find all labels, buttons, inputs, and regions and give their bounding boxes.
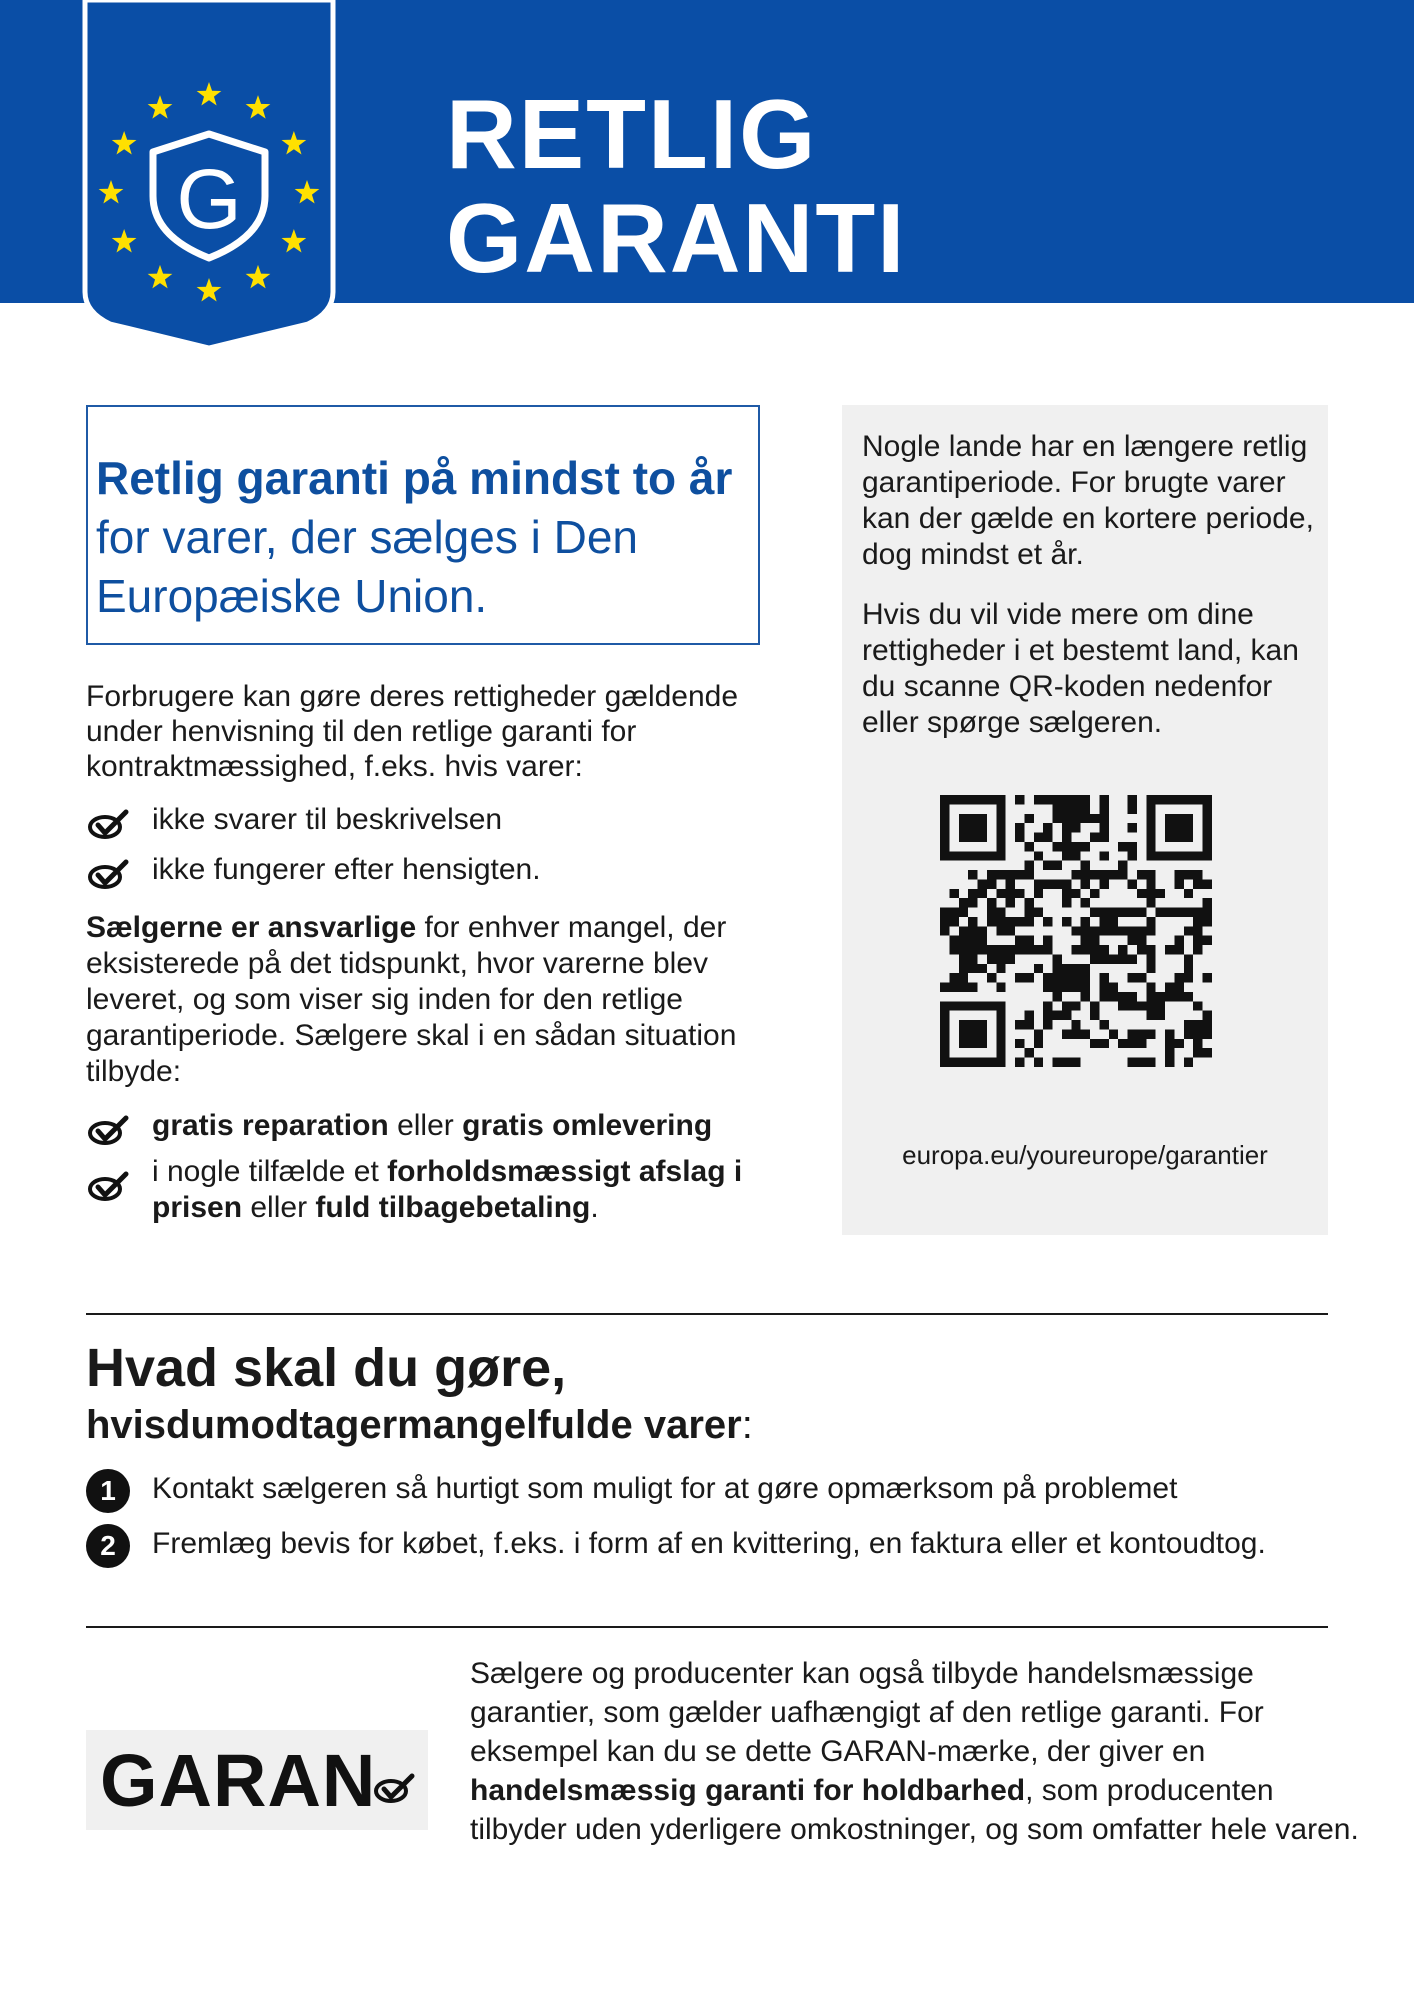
sidebar-text-1: Nogle lande har en længere retlig garantiperiode. For brugte varer kan der gælde en kortere periode, dog mindst et år. xyxy=(862,430,1314,571)
shield-letter: G xyxy=(176,152,242,246)
para2-rest: for enhver mangel, der eksisterede på det tidspunkt, hvor varerne blev leveret, og som viser sig inden for den retlige garantiperiode. Sælgere skal i en sådan situation tilbyde: xyxy=(86,911,737,1088)
title-line-2: GARANTI xyxy=(446,183,907,293)
divider xyxy=(86,1626,1328,1628)
list-item-text: ikke fungerer efter hensigten. xyxy=(152,853,541,886)
list-item xyxy=(86,1108,806,1154)
list-item-text: ikke svarer til beskrivelsen xyxy=(152,803,503,836)
remedy-2-text-c: . xyxy=(590,1191,599,1224)
remedy-2-text-b: eller xyxy=(242,1191,316,1224)
remedy-1-bold-b: gratis omlevering xyxy=(462,1109,713,1142)
highlight-bold: Retlig garanti på mindst to år xyxy=(96,452,733,504)
list-item xyxy=(86,802,806,852)
remedy-2-bold-a: forholdsmæssigt afslag i prisen xyxy=(152,1155,743,1224)
garan-para-end: , som producenten tilbyder uden yderligere omkostninger, og som omfatter hele varen. xyxy=(470,1774,1359,1846)
garan-para-start: Sælgere og producenter kan også tilbyde handelsmæssige garantier, som gælder uafhængigt af den retlige garanti. For eksempel kan du se dette GARAN-mærke, der giver en xyxy=(470,1657,1264,1768)
remedy-1-text: eller xyxy=(388,1109,463,1142)
list-item xyxy=(86,852,806,902)
subheading-bold: hvisdumodtagermangelfulde varer xyxy=(86,1403,742,1447)
defect-checklist xyxy=(86,802,806,902)
step-text: Kontakt sælgeren så hurtigt som muligt for at gøre opmærksom på problemet xyxy=(152,1472,1178,1505)
highlight-text xyxy=(96,449,750,626)
intro-paragraph: Forbrugere kan gøre deres rettigheder gældende under henvisning til den retlige garanti for kontraktmæssighed, f.eks. hvis varer: xyxy=(86,680,739,783)
garan-label: GARAN xyxy=(100,1739,377,1822)
seller-responsibility-paragraph xyxy=(86,910,806,1090)
list-item xyxy=(86,1154,806,1226)
step-item xyxy=(86,1520,1406,1575)
remedy-1-bold-a: gratis reparation xyxy=(152,1109,389,1142)
title-line-1: RETLIG xyxy=(446,79,818,189)
section-heading: Hvad skal du gøre, xyxy=(86,1338,567,1398)
check-icon xyxy=(86,858,130,892)
eu-guarantee-shield-logo xyxy=(82,0,336,352)
section-subheading xyxy=(86,1400,753,1450)
qr-code[interactable] xyxy=(940,795,1212,1067)
remedy-2-text-a: i nogle tilfælde et xyxy=(152,1155,388,1188)
divider xyxy=(86,1313,1328,1315)
highlight-rest: for varer, der sælges i Den Europæiske Union. xyxy=(96,511,639,622)
steps-list xyxy=(86,1465,1406,1575)
info-url[interactable]: europa.eu/youreurope/garantier xyxy=(902,1140,1268,1170)
remedy-2-bold-b: fuld tilbagebetaling xyxy=(315,1191,591,1224)
para2-bold: Sælgerne er ansvarlige xyxy=(86,911,417,944)
step-number-badge: 1 xyxy=(86,1469,130,1513)
remedy-checklist xyxy=(86,1108,806,1226)
step-text: Fremlæg bevis for købet, f.eks. i form af en kvittering, en faktura eller et kontoudtog. xyxy=(152,1527,1266,1560)
garan-label-box xyxy=(86,1730,428,1830)
garan-para-bold: handelsmæssig garanti for holdbarhed xyxy=(470,1774,1026,1807)
check-icon xyxy=(372,1772,416,1806)
check-icon xyxy=(86,1170,130,1204)
commercial-guarantee-paragraph xyxy=(470,1654,1370,1849)
sidebar-text-2: Hvis du vil vide mere om dine rettigheder i et bestemt land, kan du scanne QR-koden nedenfor eller spørge sælgeren. xyxy=(862,598,1299,739)
step-item xyxy=(86,1465,1406,1520)
page-title xyxy=(446,79,907,293)
subheading-end: : xyxy=(741,1403,753,1447)
info-sidebar xyxy=(842,405,1328,1235)
check-icon xyxy=(86,808,130,842)
highlight-box xyxy=(86,405,760,645)
step-number-badge: 2 xyxy=(86,1524,130,1568)
check-icon xyxy=(86,1114,130,1148)
